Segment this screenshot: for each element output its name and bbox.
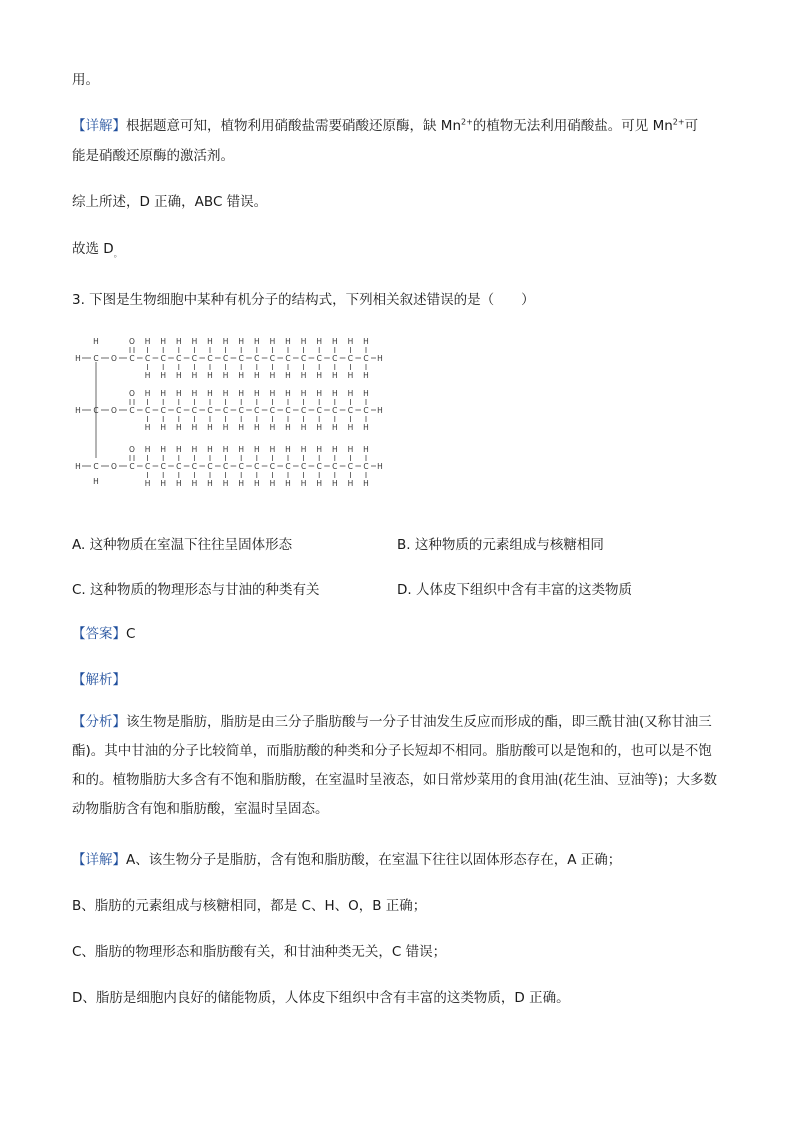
- hydrogen-atom: H: [207, 479, 213, 488]
- hydrogen-atom: H: [238, 337, 245, 346]
- hydrogen-atom: H: [144, 337, 151, 346]
- carbon-atom: C: [332, 462, 338, 471]
- hydrogen-atom: H: [160, 337, 167, 346]
- hydrogen-atom: H: [222, 389, 229, 398]
- carbon-atom: C: [207, 354, 213, 363]
- fat-molecule-structure-diagram: [72, 330, 390, 506]
- hydrogen-atom: H: [175, 423, 182, 432]
- hydrogen-atom: H: [93, 477, 99, 486]
- hydrogen-atom: H: [347, 423, 354, 432]
- oxygen-atom: O: [129, 445, 135, 454]
- hydrogen-atom: H: [377, 406, 383, 415]
- analysis-heading: 【解析】: [72, 672, 126, 688]
- analysis-tag: 【分析】: [72, 714, 126, 730]
- hydrogen-atom: H: [144, 389, 151, 398]
- carbon-atom: C: [269, 354, 276, 363]
- hydrogen-atom: H: [269, 445, 276, 454]
- hydrogen-atom: H: [269, 423, 276, 432]
- continued-text: 用。: [72, 72, 99, 88]
- carbon-atom: C: [269, 462, 276, 471]
- analysis-paragraph: [72, 708, 722, 824]
- detail-text-a: 根据题意可知，植物利用硝酸盐需要硝酸还原酶，缺 Mn: [126, 118, 461, 134]
- hydrogen-atom: H: [93, 337, 99, 346]
- hydrogen-atom: H: [269, 479, 276, 488]
- hydrogen-atom: H: [175, 445, 182, 454]
- hydrogen-atom: H: [75, 462, 81, 471]
- oxygen-atom: O: [111, 406, 117, 415]
- oxygen-atom: O: [129, 389, 135, 398]
- hydrogen-atom: H: [207, 423, 213, 432]
- hydrogen-atom: H: [191, 337, 198, 346]
- hydrogen-atom: H: [316, 423, 323, 432]
- hydrogen-atom: H: [222, 445, 229, 454]
- answer-line: [72, 622, 722, 642]
- hydrogen-atom: H: [253, 445, 260, 454]
- carbon-atom: C: [363, 354, 369, 363]
- carbon-atom: C: [300, 462, 307, 471]
- hydrogen-atom: H: [363, 371, 369, 380]
- carbon-atom: C: [238, 406, 244, 415]
- hydrogen-atom: H: [363, 479, 369, 488]
- option-d: D. 人体皮下组织中含有丰富的这类物质: [397, 582, 632, 598]
- carbon-atom: C: [176, 462, 182, 471]
- carbon-atom: C: [144, 354, 151, 363]
- hydrogen-atom: H: [331, 371, 338, 380]
- hydrogen-atom: H: [331, 445, 338, 454]
- hydrogen-atom: H: [300, 371, 307, 380]
- detail-d: D、脂肪是细胞内良好的储能物质，人体皮下组织中含有丰富的这类物质，D 正确。: [72, 990, 570, 1006]
- hydrogen-atom: H: [238, 445, 245, 454]
- hydrogen-atom: H: [316, 479, 323, 488]
- carbon-atom: C: [129, 462, 135, 471]
- hydrogen-atom: H: [285, 445, 291, 454]
- carbon-atom: C: [160, 406, 166, 415]
- carbon-atom: C: [191, 354, 198, 363]
- hydrogen-atom: H: [316, 337, 323, 346]
- hydrogen-atom: H: [285, 371, 291, 380]
- hydrogen-atom: H: [253, 371, 260, 380]
- hydrogen-atom: H: [238, 479, 245, 488]
- hydrogen-atom: H: [347, 445, 354, 454]
- hydrogen-atom: H: [347, 389, 354, 398]
- carbon-atom: C: [144, 406, 151, 415]
- hydrogen-atom: H: [331, 389, 338, 398]
- hydrogen-atom: H: [222, 337, 229, 346]
- hydrogen-atom: H: [238, 389, 245, 398]
- hydrogen-atom: H: [175, 389, 182, 398]
- carbon-atom: C: [191, 406, 198, 415]
- hydrogen-atom: H: [377, 462, 383, 471]
- carbon-atom: C: [176, 354, 182, 363]
- carbon-atom: C: [332, 354, 338, 363]
- detail-paragraph-1-line2: 能是硝酸还原酶的激活剂。: [72, 148, 234, 164]
- carbon-atom: C: [207, 406, 213, 415]
- oxygen-atom: O: [129, 337, 135, 346]
- carbon-atom: C: [129, 354, 135, 363]
- hydrogen-atom: H: [300, 389, 307, 398]
- carbon-atom: C: [347, 354, 354, 363]
- hydrogen-atom: H: [347, 337, 354, 346]
- carbon-atom: C: [285, 462, 291, 471]
- option-b: B. 这种物质的元素组成与核糖相同: [397, 537, 604, 553]
- hydrogen-atom: H: [253, 479, 260, 488]
- detail-paragraph-2: [72, 848, 722, 868]
- carbon-atom: C: [222, 462, 229, 471]
- detail-tag: 【详解】: [72, 852, 126, 868]
- superscript: 2+: [672, 117, 685, 127]
- hydrogen-atom: H: [269, 337, 276, 346]
- detail-c: C、脂肪的物理形态和脂肪酸有关，和甘油种类无关，C 错误；: [72, 944, 447, 960]
- hydrogen-atom: H: [300, 445, 307, 454]
- carbon-atom: C: [347, 462, 354, 471]
- hydrogen-atom: H: [347, 479, 354, 488]
- detail-text-b: 的植物无法利用硝酸盐。可见 Mn: [472, 118, 673, 134]
- hydrogen-atom: H: [253, 389, 260, 398]
- hydrogen-atom: H: [191, 479, 198, 488]
- hydrogen-atom: H: [363, 445, 369, 454]
- carbon-atom: C: [93, 462, 99, 471]
- detail-b: B、脂肪的元素组成与核糖相同，都是 C、H、O，B 正确；: [72, 898, 427, 914]
- hydrogen-atom: H: [160, 479, 167, 488]
- hydrogen-atom: H: [144, 423, 151, 432]
- carbon-atom: C: [222, 354, 229, 363]
- carbon-atom: C: [238, 354, 244, 363]
- choice-mark: 。: [113, 249, 122, 259]
- hydrogen-atom: H: [316, 445, 323, 454]
- carbon-atom: C: [254, 462, 260, 471]
- carbon-atom: C: [347, 406, 354, 415]
- hydrogen-atom: H: [285, 479, 291, 488]
- hydrogen-atom: H: [300, 423, 307, 432]
- hydrogen-atom: H: [238, 371, 245, 380]
- carbon-atom: C: [93, 406, 99, 415]
- hydrogen-atom: H: [316, 371, 323, 380]
- hydrogen-atom: H: [377, 354, 383, 363]
- hydrogen-atom: H: [175, 371, 182, 380]
- answer-tag: 【答案】: [72, 626, 126, 642]
- superscript: 2+: [461, 117, 473, 127]
- hydrogen-atom: H: [285, 389, 291, 398]
- hydrogen-atom: H: [253, 337, 260, 346]
- hydrogen-atom: H: [363, 423, 369, 432]
- hydrogen-atom: H: [191, 423, 198, 432]
- carbon-atom: C: [254, 406, 260, 415]
- hydrogen-atom: H: [222, 371, 229, 380]
- hydrogen-atom: H: [269, 371, 276, 380]
- carbon-atom: C: [316, 354, 322, 363]
- carbon-atom: C: [316, 462, 322, 471]
- detail-tag: 【详解】: [72, 118, 126, 134]
- hydrogen-atom: H: [191, 389, 198, 398]
- hydrogen-atom: H: [222, 479, 229, 488]
- hydrogen-atom: H: [160, 445, 167, 454]
- carbon-atom: C: [254, 354, 260, 363]
- hydrogen-atom: H: [160, 389, 167, 398]
- hydrogen-atom: H: [75, 406, 81, 415]
- hydrogen-atom: H: [144, 479, 151, 488]
- carbon-atom: C: [93, 354, 99, 363]
- carbon-atom: C: [316, 406, 322, 415]
- option-a: A. 这种物质在室温下往往呈固体形态: [72, 537, 293, 553]
- carbon-atom: C: [363, 462, 369, 471]
- hydrogen-atom: H: [144, 371, 151, 380]
- hydrogen-atom: H: [222, 423, 229, 432]
- hydrogen-atom: H: [253, 423, 260, 432]
- analysis-text: 该生物是脂肪，脂肪是由三分子脂肪酸与一分子甘油发生反应而形成的酯，即三酰甘油(又称甘油三酯)。其中甘油的分子比较简单，而脂肪酸的种类和分子长短却不相同。脂肪酸可以是饱和的，也可以是不饱和的。植物脂肪大多含有不饱和脂肪酸，在室温时呈液态，如日常炒菜用的食用油(花生油、豆油等)；大多数动物脂肪含有饱和脂肪酸，室温时呈固态。: [72, 714, 718, 817]
- carbon-atom: C: [176, 406, 182, 415]
- option-c: C. 这种物质的物理形态与甘油的种类有关: [72, 582, 320, 598]
- carbon-atom: C: [160, 462, 166, 471]
- carbon-atom: C: [238, 462, 244, 471]
- hydrogen-atom: H: [144, 445, 151, 454]
- hydrogen-atom: H: [238, 423, 245, 432]
- carbon-atom: C: [285, 406, 291, 415]
- question-3: 3. 下图是生物细胞中某种有机分子的结构式，下列相关叙述错误的是（ ）: [72, 292, 535, 308]
- carbon-atom: C: [332, 406, 338, 415]
- carbon-atom: C: [285, 354, 291, 363]
- oxygen-atom: O: [111, 354, 117, 363]
- hydrogen-atom: H: [75, 354, 81, 363]
- hydrogen-atom: H: [347, 371, 354, 380]
- hydrogen-atom: H: [160, 423, 167, 432]
- hydrogen-atom: H: [207, 445, 213, 454]
- summary-line: 综上所述，D 正确，ABC 错误。: [72, 194, 268, 210]
- hydrogen-atom: H: [207, 337, 213, 346]
- hydrogen-atom: H: [269, 389, 276, 398]
- hydrogen-atom: H: [331, 479, 338, 488]
- detail-a: A、该生物分子是脂肪，含有饱和脂肪酸，在室温下往往以固体形态存在，A 正确；: [126, 852, 622, 868]
- hydrogen-atom: H: [191, 371, 198, 380]
- hydrogen-atom: H: [175, 479, 182, 488]
- detail-text-c: 可: [684, 118, 699, 134]
- carbon-atom: C: [160, 354, 166, 363]
- hydrogen-atom: H: [331, 423, 338, 432]
- hydrogen-atom: H: [316, 389, 323, 398]
- hydrogen-atom: H: [207, 389, 213, 398]
- detail-paragraph-1: [72, 114, 722, 134]
- carbon-atom: C: [129, 406, 135, 415]
- carbon-atom: C: [207, 462, 213, 471]
- hydrogen-atom: H: [207, 371, 213, 380]
- hydrogen-atom: H: [285, 423, 291, 432]
- oxygen-atom: O: [111, 462, 117, 471]
- hydrogen-atom: H: [363, 337, 369, 346]
- carbon-atom: C: [144, 462, 151, 471]
- hydrogen-atom: H: [300, 337, 307, 346]
- carbon-atom: C: [222, 406, 229, 415]
- carbon-atom: C: [300, 406, 307, 415]
- hydrogen-atom: H: [175, 337, 182, 346]
- carbon-atom: C: [300, 354, 307, 363]
- hydrogen-atom: H: [160, 371, 167, 380]
- carbon-atom: C: [269, 406, 276, 415]
- answer-value: C: [126, 626, 136, 642]
- choice-line: [72, 237, 722, 260]
- choice-text: 故选 D: [72, 241, 114, 257]
- carbon-atom: C: [363, 406, 369, 415]
- hydrogen-atom: H: [331, 337, 338, 346]
- hydrogen-atom: H: [191, 445, 198, 454]
- hydrogen-atom: H: [300, 479, 307, 488]
- carbon-atom: C: [191, 462, 198, 471]
- hydrogen-atom: H: [363, 389, 369, 398]
- hydrogen-atom: H: [285, 337, 291, 346]
